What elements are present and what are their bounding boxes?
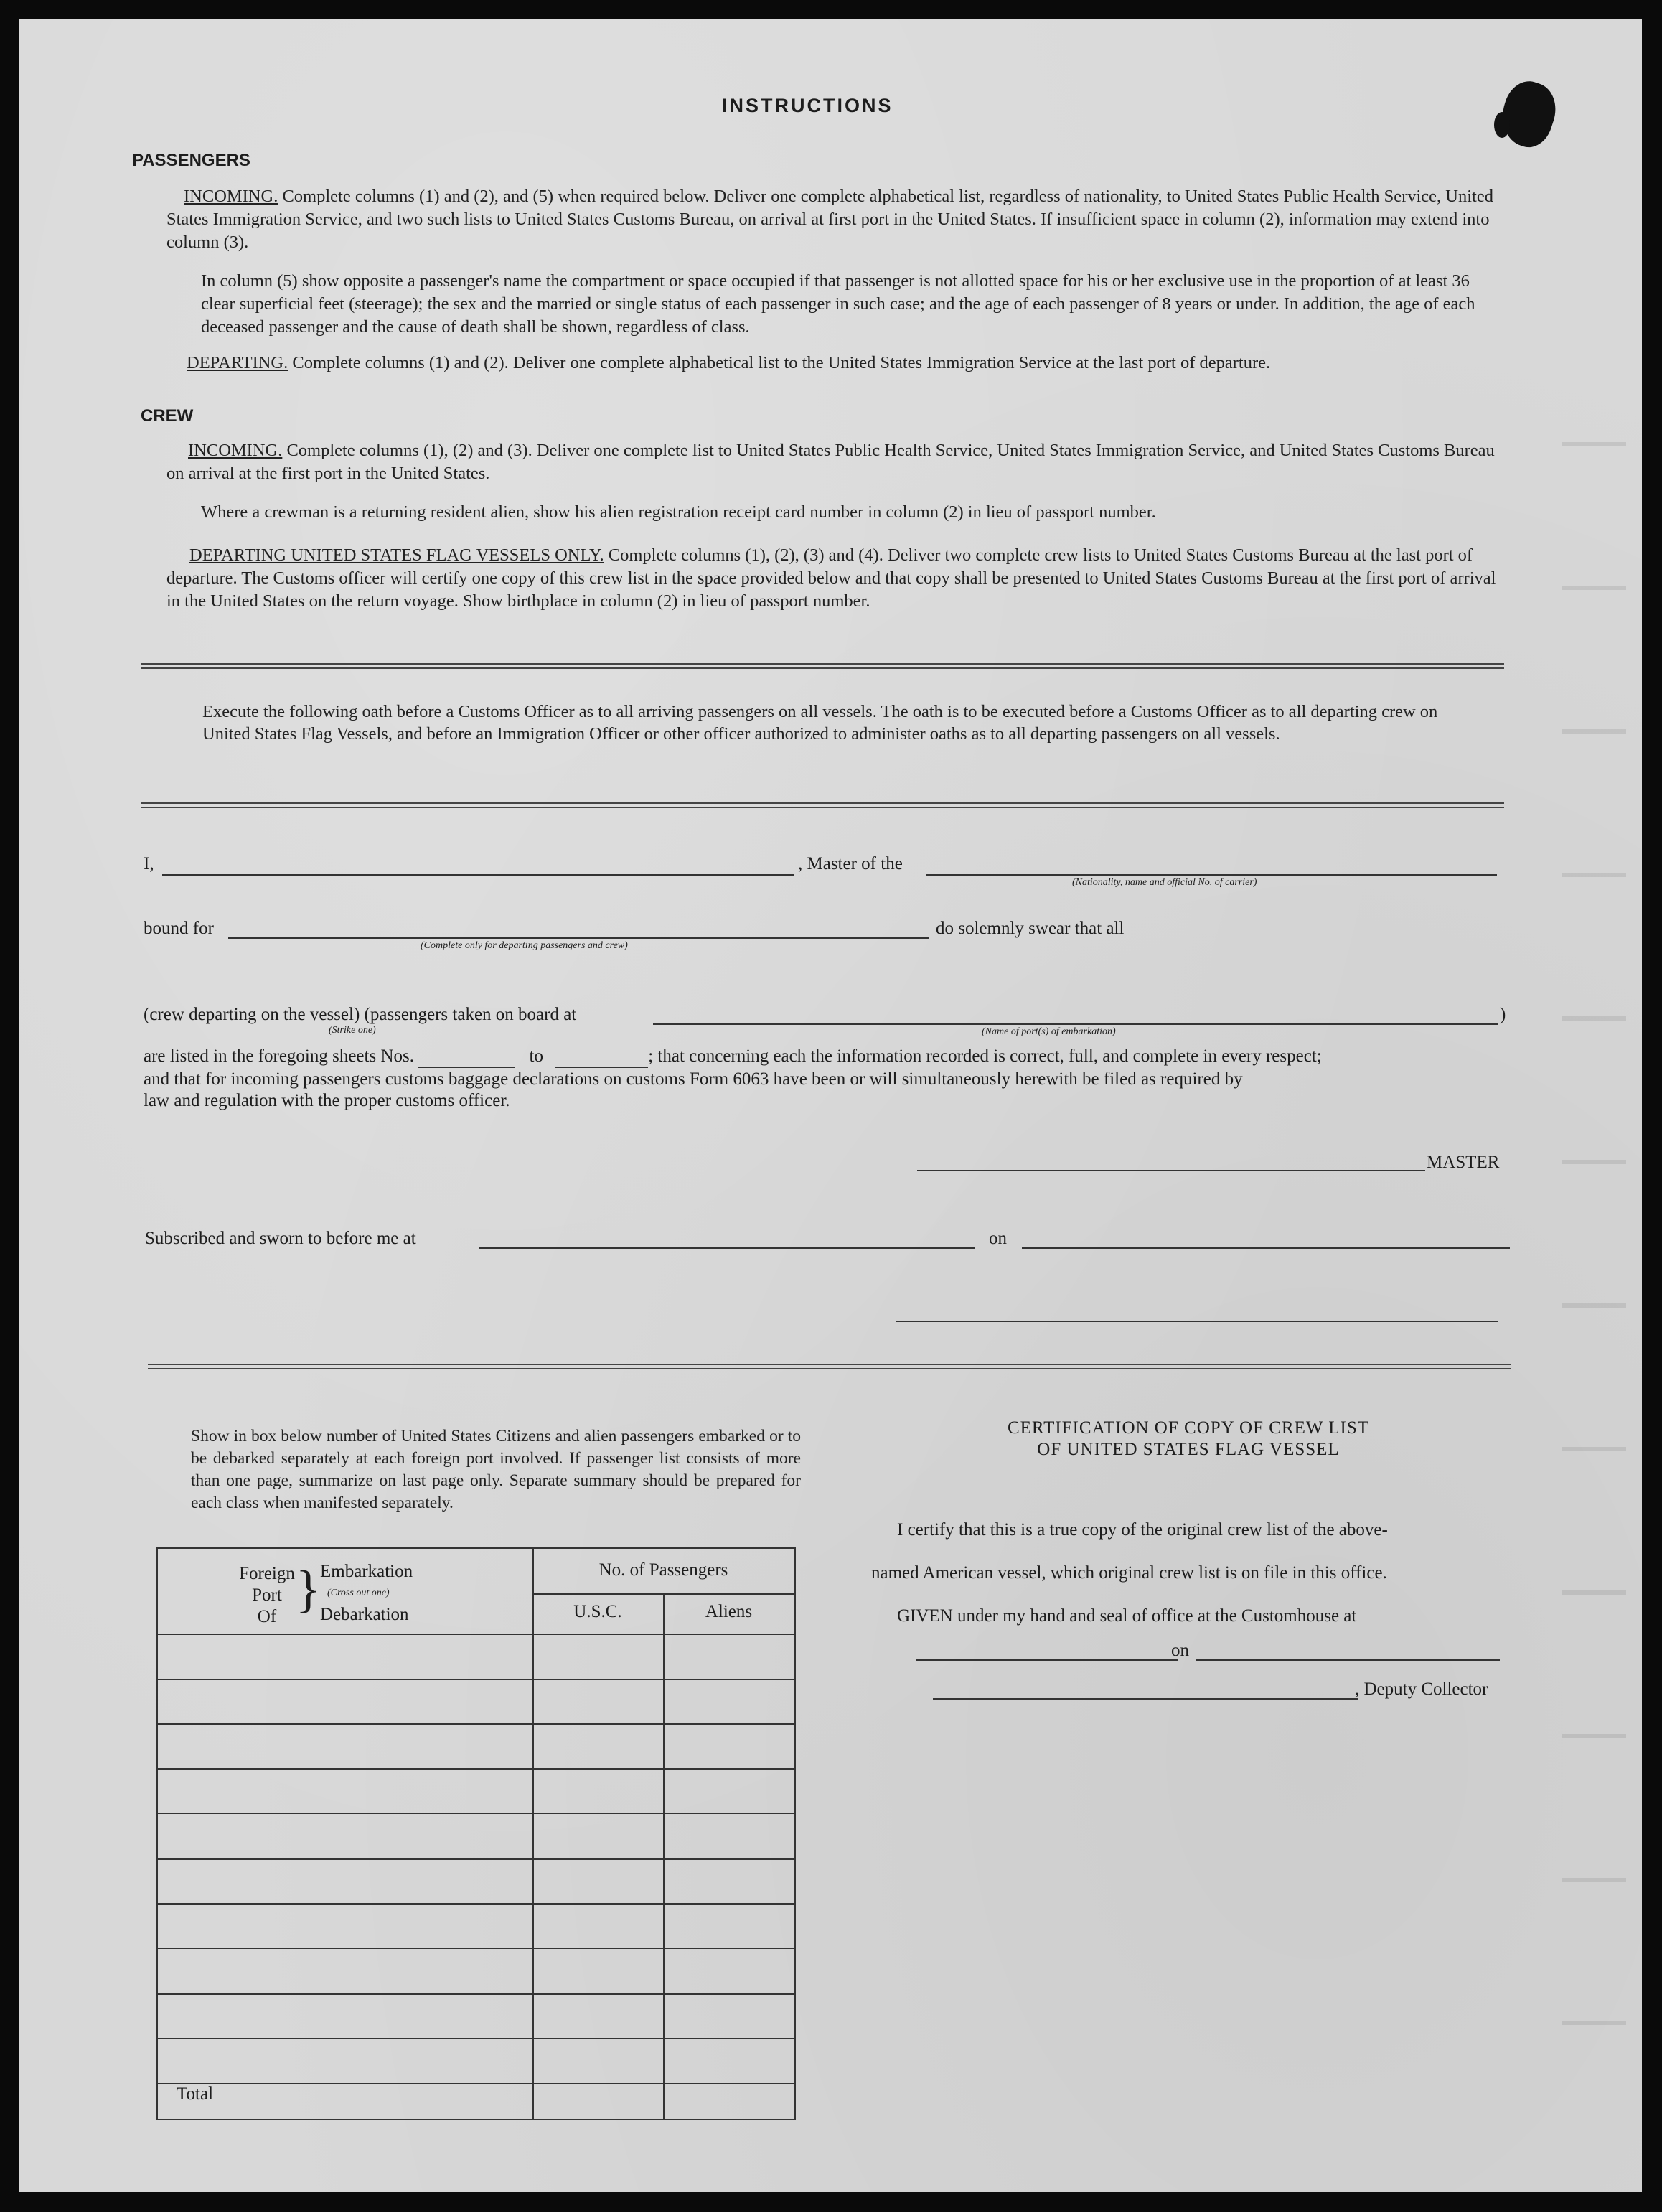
deputy-collector-label: , Deputy Collector: [1355, 1679, 1488, 1699]
aliens-header: Aliens: [705, 1602, 753, 1621]
table-row-line: [158, 1903, 794, 1905]
table-row-line: [158, 2083, 794, 2084]
crew-passengers-text: (crew departing on the vessel) (passengers taken on board at: [144, 1005, 577, 1024]
certify-line-1: I certify that this is a true copy of the original crew list of the above-: [897, 1520, 1388, 1540]
crew-departing-text: Complete columns (1), (2), (3) and (4). Deliver two complete crew lists to United States Customs Bureau at the last port of departure. The Customs officer will certify one copy of this crew list in the space provided below and that copy shall be presented to United States Customs Bureau at the first port of arrival in the United States on the return voyage. Show birthplace in column (2) in lieu of passport number.: [166, 545, 1496, 611]
sworn-place-field[interactable]: [479, 1247, 975, 1249]
embarkation-label: Embarkation: [320, 1562, 413, 1581]
bleed-through-marks: [1562, 378, 1626, 2100]
sworn-on-label: on: [989, 1229, 1007, 1248]
customhouse-field[interactable]: [916, 1659, 1178, 1661]
passengers-incoming-text: Complete columns (1) and (2), and (5) when required below. Deliver one complete alphabetical list, regardless of nationality, to United States Public Health Service, United States Immigration Service, and two such lists to United States Customs Bureau, on arrival at first port in the United States. If insufficient space in column (2), information may extend into column (3).: [166, 187, 1493, 252]
passengers-column5-paragraph: In column (5) show opposite a passenger's name the compartment or space occupied if that passenger is not allotted space for his or her exclusive use in the proportion of at least 36 clear superficial feet (steerage); the sex and the married or single status of each passenger in such case; and the age of each passenger of 8 years or under. In addition, the age of each deceased passenger and the cause of death shall be shown, regardless of class.: [201, 271, 1475, 337]
officer-signature-field[interactable]: [896, 1321, 1498, 1322]
certify-line-2: named American vessel, which original crew list is on file in this office.: [871, 1563, 1387, 1583]
certification-title-1: CERTIFICATION OF COPY OF CREW LIST: [1007, 1418, 1370, 1438]
carrier-hint: (Nationality, name and official No. of carrier): [1072, 877, 1257, 888]
table-row-line: [158, 1813, 794, 1814]
passenger-summary-table: [156, 1547, 796, 2120]
master-signature-field[interactable]: [917, 1170, 1425, 1171]
total-label: Total: [177, 2084, 214, 2104]
closing-paren: ): [1500, 1005, 1506, 1024]
listed-text-a: are listed in the foregoing sheets Nos.: [144, 1046, 414, 1066]
table-subheader-line: [532, 1593, 794, 1595]
passengers-incoming-label: INCOMING.: [184, 187, 278, 206]
foreign-label: Foreign: [239, 1564, 295, 1583]
passengers-departing-label: DEPARTING.: [187, 353, 288, 372]
summary-intro: Show in box below number of United States Citizens and alien passengers embarked or to be debarked separately at each foreign port involved. If passenger list consists of more than one page, summarize on last page only. Separate summary should be prepared for each class when manifested separately.: [191, 1427, 801, 1512]
embarkation-port-field[interactable]: [653, 1023, 1498, 1025]
passengers-departing-paragraph: [166, 352, 1498, 375]
usc-header: U.S.C.: [573, 1602, 622, 1621]
of-label: Of: [257, 1607, 277, 1626]
bound-for-field[interactable]: [228, 937, 929, 939]
cross-out-hint: (Cross out one): [327, 1588, 390, 1598]
ink-blot-small: [1494, 112, 1510, 138]
port-label: Port: [252, 1585, 282, 1605]
no-passengers-header: No. of Passengers: [598, 1560, 728, 1580]
oath-intro: Execute the following oath before a Customs Officer as to all arriving passengers on all vessels. The oath is to be executed before a Customs Officer as to all departing crew on United States Flag Vessels, and before an Immigration Officer or other officer authorized to administer oaths as to all departing passengers on all vessels.: [202, 702, 1438, 744]
table-divider-aliens: [663, 1593, 665, 2119]
crew-incoming-text: Complete columns (1), (2) and (3). Deliver one complete list to United States Public Health Service, United States Immigration Service, and United States Customs Bureau on arrival at the first port in the United States.: [166, 441, 1495, 483]
table-header-line: [158, 1634, 794, 1635]
table-row-line: [158, 1679, 794, 1680]
deputy-collector-signature-field[interactable]: [933, 1698, 1358, 1700]
strike-one-hint: (Strike one): [329, 1025, 376, 1036]
crew-departing-paragraph: [166, 544, 1498, 613]
subscribed-label: Subscribed and sworn to before me at: [145, 1229, 416, 1248]
oath-i-label: I,: [144, 854, 154, 873]
table-row-line: [158, 1858, 794, 1860]
crew-resident-paragraph: Where a crewman is a returning resident alien, show his alien registration receipt card number in column (2) in lieu of passport number.: [201, 502, 1156, 522]
cert-on-label: on: [1171, 1641, 1189, 1660]
given-line: GIVEN under my hand and seal of office at the Customhouse at: [897, 1606, 1357, 1626]
crew-incoming-label: INCOMING.: [188, 441, 283, 460]
master-label: MASTER: [1427, 1153, 1500, 1172]
cert-date-field[interactable]: [1196, 1659, 1500, 1661]
passengers-incoming-paragraph: [166, 185, 1498, 254]
listed-to-label: to: [529, 1046, 543, 1066]
page-title: INSTRUCTIONS: [722, 95, 893, 116]
sworn-date-field[interactable]: [1022, 1247, 1510, 1249]
listed-text-b: ; that concerning each the information recorded is correct, full, and complete in every respect;: [648, 1046, 1322, 1066]
sheet-to-field[interactable]: [555, 1046, 648, 1068]
passengers-departing-text: Complete columns (1) and (2). Deliver one complete alphabetical list to the United States Immigration Service at the last port of departure.: [292, 353, 1271, 372]
master-name-field[interactable]: [162, 874, 794, 876]
crew-incoming-paragraph: [166, 439, 1498, 485]
table-row-line: [158, 1723, 794, 1725]
table-row-line: [158, 1948, 794, 1949]
foreign-port-of-label: [238, 1563, 296, 1628]
table-row-line: [158, 1993, 794, 1995]
bound-for-hint: (Complete only for departing passengers and crew): [421, 940, 628, 951]
listed-line-2: and that for incoming passengers customs baggage declarations on customs Form 6063 have been or will simultaneously herewith be filed as required by: [144, 1069, 1243, 1089]
crew-heading: CREW: [141, 406, 194, 426]
section-divider-1: [141, 663, 1504, 669]
section-divider-3: [148, 1364, 1511, 1369]
port-hint: (Name of port(s) of embarkation): [982, 1026, 1116, 1037]
crew-departing-label: DEPARTING UNITED STATES FLAG VESSELS ONLY.: [189, 545, 604, 565]
table-row-line: [158, 1768, 794, 1770]
passengers-heading: PASSENGERS: [132, 151, 250, 170]
master-of-the-label: , Master of the: [798, 854, 903, 873]
brace-glyph: }: [296, 1560, 321, 1618]
document-page: [19, 19, 1642, 2192]
listed-line-3: law and regulation with the proper customs officer.: [144, 1091, 510, 1110]
carrier-field[interactable]: [926, 874, 1497, 876]
listed-line-1: [144, 1046, 1322, 1068]
bound-for-label: bound for: [144, 919, 214, 938]
sheet-from-field[interactable]: [418, 1046, 515, 1068]
debarkation-label: Debarkation: [320, 1605, 409, 1624]
table-row-line: [158, 2038, 794, 2039]
certification-title-2: OF UNITED STATES FLAG VESSEL: [1037, 1440, 1340, 1459]
section-divider-2: [141, 802, 1504, 808]
swear-text: do solemnly swear that all: [936, 919, 1125, 938]
